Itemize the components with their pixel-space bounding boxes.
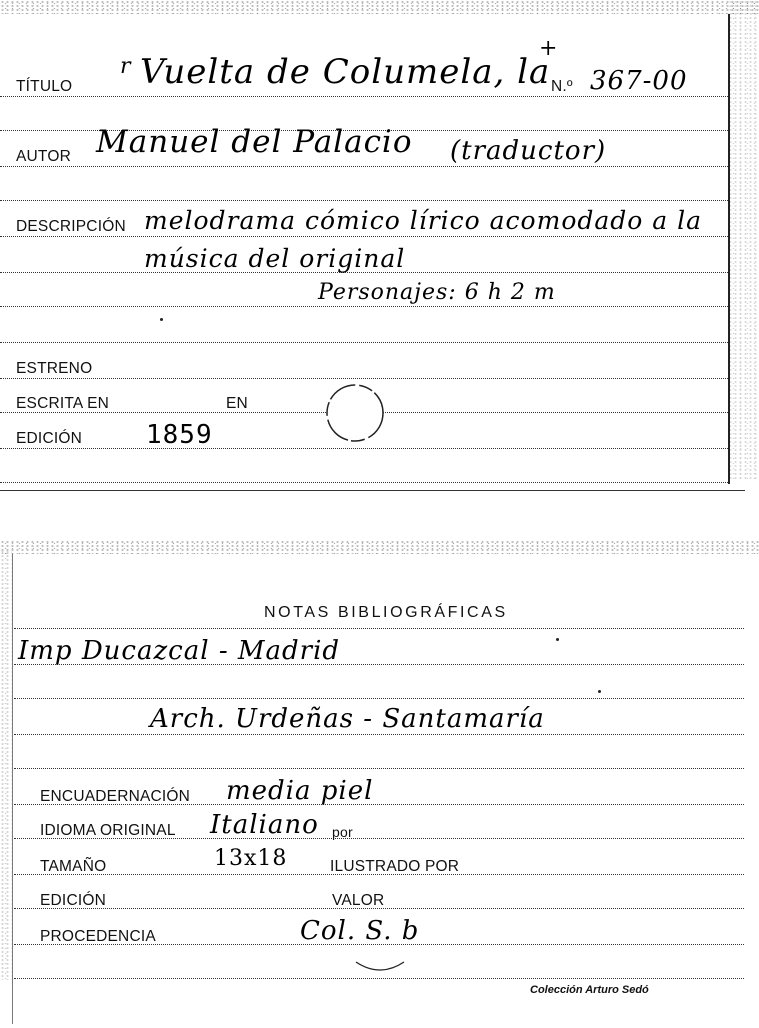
cross-mark: + bbox=[539, 36, 559, 61]
nota-line1: Imp Ducazcal - Madrid bbox=[18, 636, 341, 666]
rule-descripcion bbox=[0, 236, 728, 237]
personajes: Personajes: 6 h 2 m bbox=[318, 280, 556, 305]
descripcion-label: DESCRIPCIÓN bbox=[16, 218, 126, 235]
idioma-label: IDIOMA ORIGINAL bbox=[40, 822, 176, 839]
encuadernacion-value: media piel bbox=[226, 776, 374, 806]
rule-notas bbox=[14, 628, 744, 629]
rule-estreno bbox=[0, 378, 728, 379]
ink-dot-3 bbox=[598, 690, 601, 693]
numero-label: N.º bbox=[551, 78, 573, 95]
scan-noise-top-2 bbox=[0, 540, 759, 554]
rule-edicion bbox=[0, 448, 728, 449]
estreno-label: ESTRENO bbox=[16, 360, 93, 377]
autor-label: AUTOR bbox=[16, 148, 71, 165]
edicion-label-front: EDICIÓN bbox=[16, 430, 82, 447]
rule-nota-mid bbox=[14, 698, 744, 699]
encuadernacion-label: ENCUADERNACIÓN bbox=[40, 788, 191, 805]
en-label: EN bbox=[226, 395, 248, 412]
rule-bottom bbox=[0, 482, 728, 483]
procedencia-label: PROCEDENCIA bbox=[40, 928, 156, 945]
scan-noise-right bbox=[728, 0, 759, 480]
procedencia-value: Col. S. b bbox=[300, 916, 420, 946]
descripcion-line1: melodrama cómico lírico acomodado a la bbox=[144, 206, 703, 235]
scan-noise-top bbox=[0, 0, 759, 14]
rule-5 bbox=[0, 342, 728, 343]
card-left-edge bbox=[12, 554, 13, 1024]
idioma-value: Italiano bbox=[210, 810, 319, 840]
edicion-value-front: 1859 bbox=[146, 420, 213, 450]
numero-value: 367-00 bbox=[590, 66, 688, 96]
ink-dot-2 bbox=[556, 638, 559, 641]
rule-6 bbox=[14, 768, 744, 769]
nota-line2: Arch. Urdeñas - Santamaría bbox=[150, 704, 545, 734]
autor-value: Manuel del Palacio bbox=[96, 124, 413, 160]
autor-role: (traductor) bbox=[450, 136, 607, 166]
valor-label: VALOR bbox=[332, 892, 385, 909]
punch-hole-2 bbox=[350, 928, 410, 976]
rule-last bbox=[14, 978, 744, 979]
escrita-en-label: ESCRITA EN bbox=[16, 395, 110, 412]
catalog-card-front bbox=[0, 0, 759, 500]
tamano-label: TAMAÑO bbox=[40, 858, 107, 875]
titulo-label: TÍTULO bbox=[16, 78, 73, 95]
ilustrado-label: ILUSTRADO POR bbox=[330, 858, 460, 875]
por-label: por bbox=[332, 824, 353, 840]
rule-nota2 bbox=[14, 734, 744, 735]
catalog-card-back bbox=[0, 540, 759, 1028]
collection-footer: Colección Arturo Sedó bbox=[530, 984, 649, 996]
punch-hole bbox=[322, 382, 388, 446]
rule-autor bbox=[0, 166, 728, 167]
titulo-value: Vuelta de Columela, la bbox=[140, 52, 551, 92]
scan-noise-left bbox=[0, 550, 12, 980]
edicion-label-back: EDICIÓN bbox=[40, 892, 106, 909]
rule-4 bbox=[0, 306, 728, 307]
ink-dot bbox=[160, 318, 163, 321]
rule-titulo bbox=[0, 96, 728, 97]
titulo-mark: r bbox=[120, 54, 132, 79]
rule-2 bbox=[0, 200, 728, 201]
notas-heading: NOTAS BIBLIOGRÁFICAS bbox=[264, 604, 508, 621]
tamano-value: 13x18 bbox=[214, 846, 288, 871]
card-front-bottom-edge bbox=[0, 490, 745, 491]
descripcion-line2: música del original bbox=[144, 244, 406, 273]
